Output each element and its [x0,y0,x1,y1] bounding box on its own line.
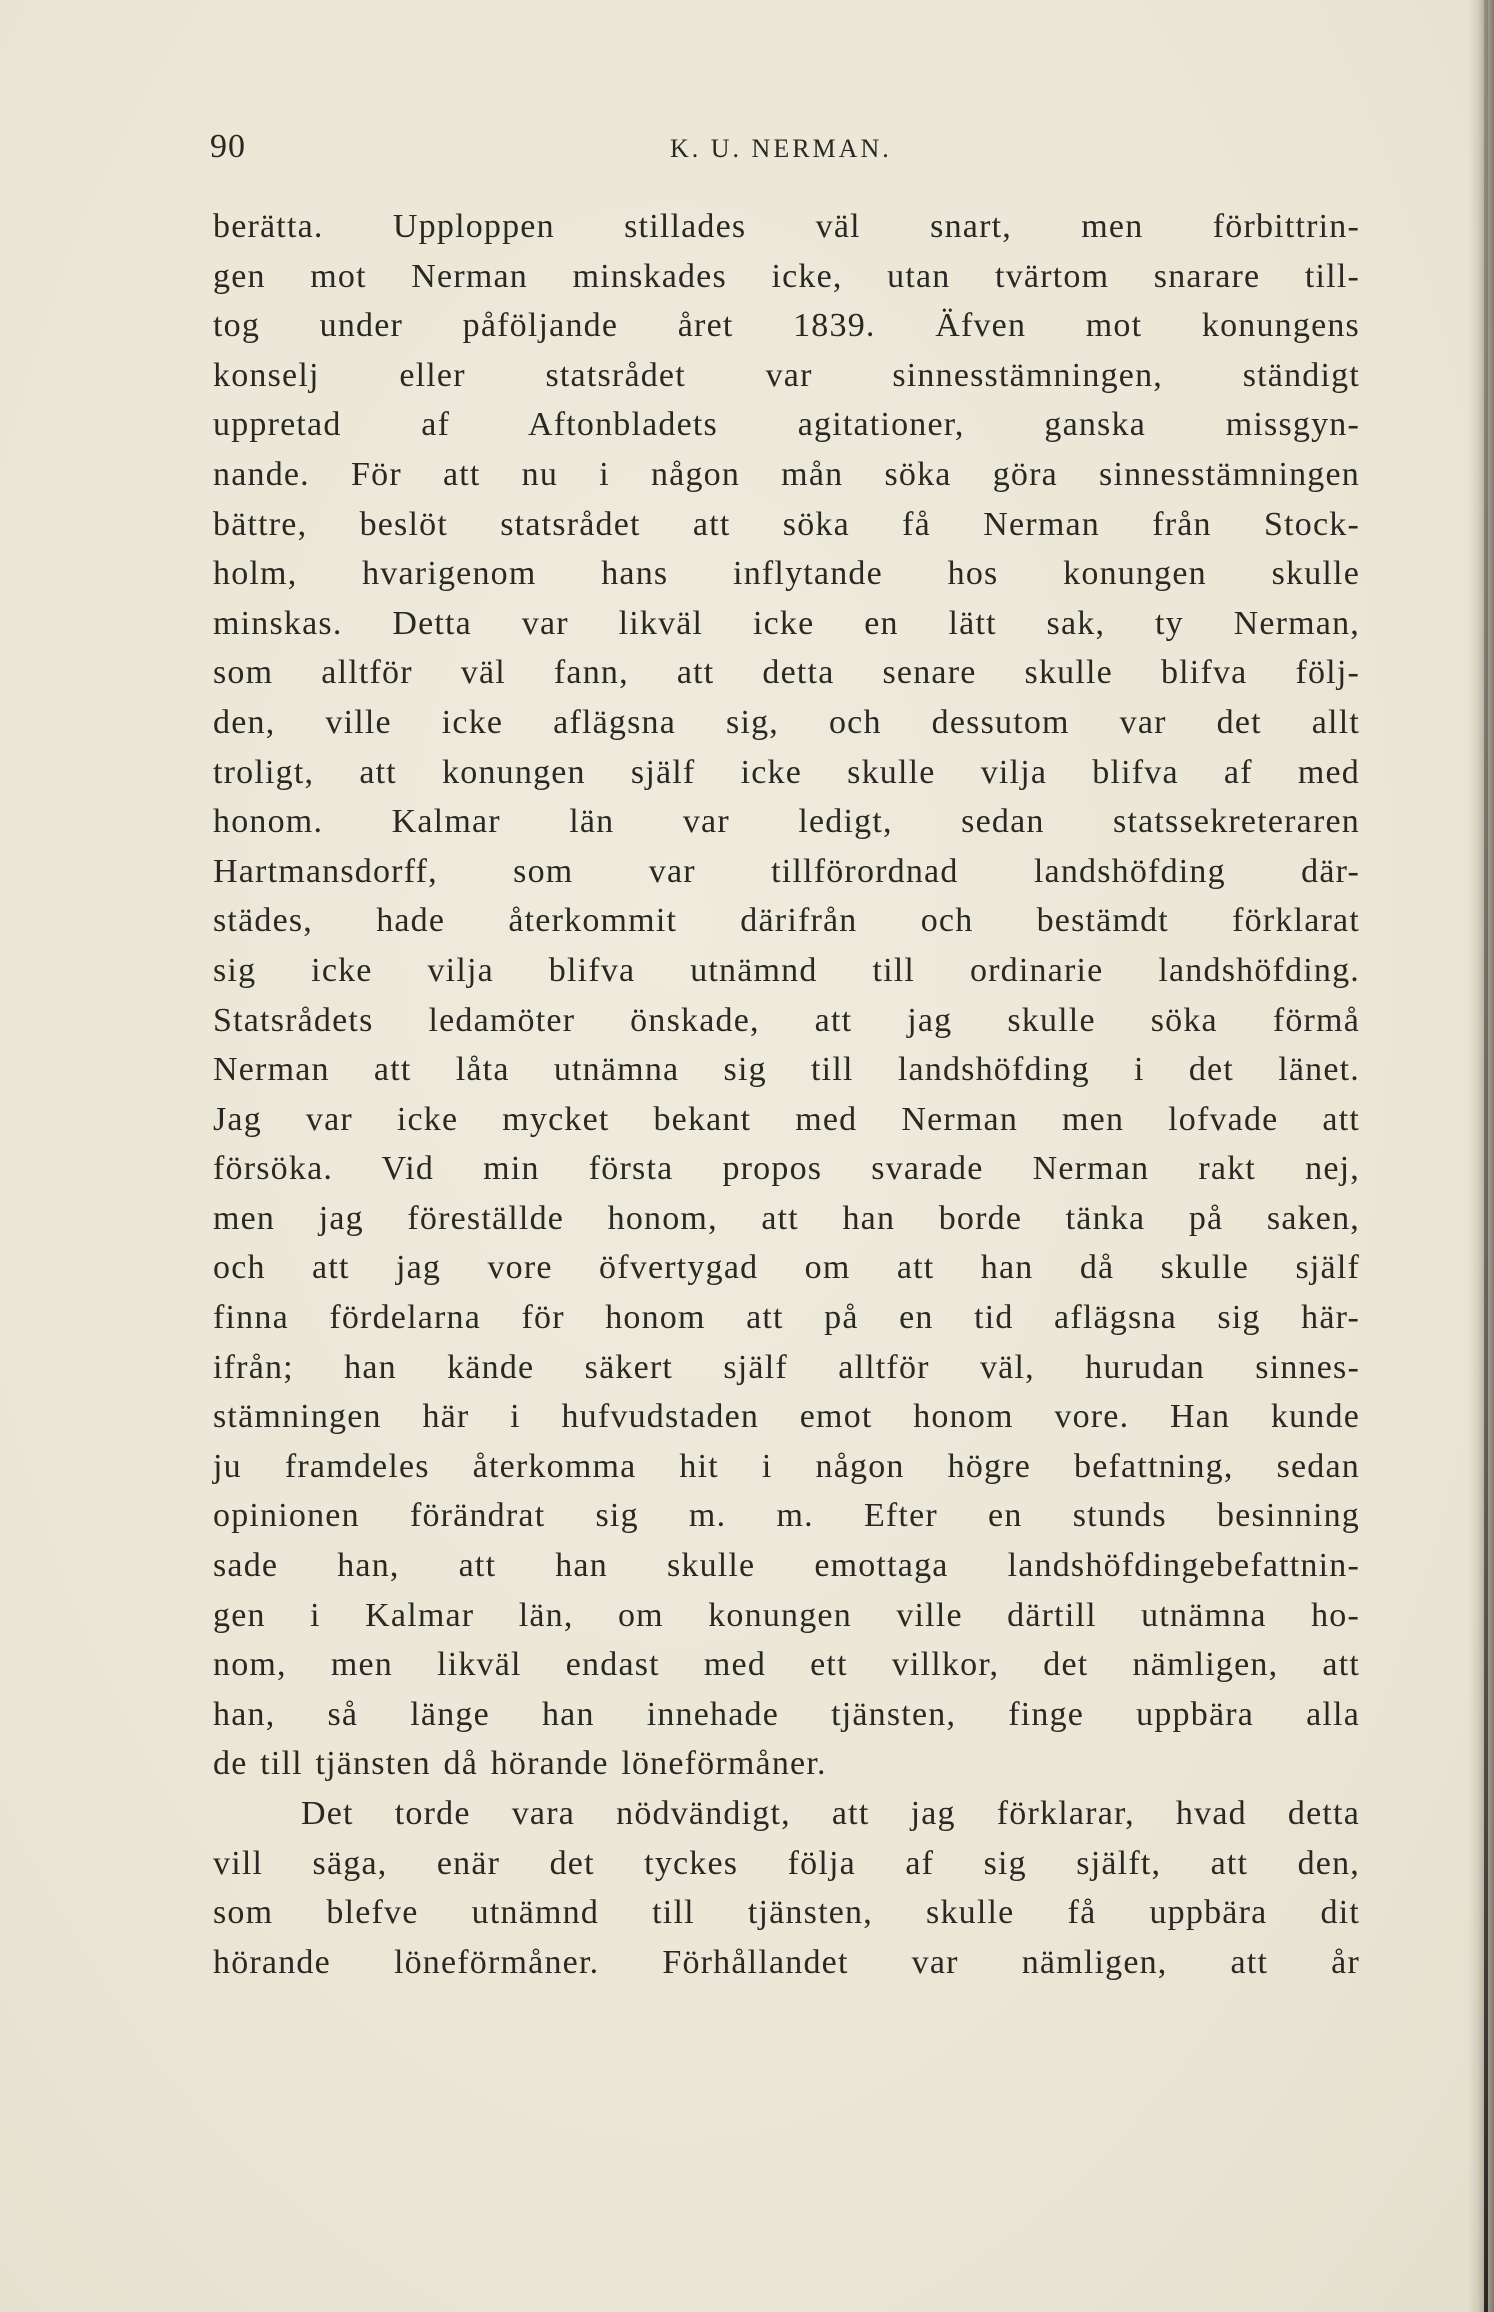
text-line: berätta. Upploppen stillades väl snart, men förbittrin- [213,208,1360,245]
paragraph-start-line: Det torde vara nödvändigt, att jag förklarar, hvad detta [301,1795,1360,1832]
text-line: nom, men likväl endast med ett villkor, det nämligen, att [213,1646,1360,1684]
text-line: vill säga, enär det tyckes följa af sig själft, att den, [213,1844,1360,1882]
text-line: stämningen här i hufvudstaden emot honom vore. Han kunde [213,1398,1360,1436]
text-line: försöka. Vid min första propos svarade Nerman rakt nej, [213,1150,1360,1188]
page-binding-edge [1484,0,1488,2312]
text-line: och att jag vore öfvertygad om att han då skulle själf [213,1249,1360,1287]
text-line: konselj eller statsrådet var sinnesstämningen, ständigt [213,356,1360,394]
text-line: Jag var icke mycket bekant med Nerman men lofvade att [213,1100,1360,1138]
text-line: tog under påföljande året 1839. Äfven mot konungens [213,307,1360,345]
text-line: som alltför väl fann, att detta senare skulle blifva följ- [213,654,1360,692]
text-line: den, ville icke aflägsna sig, och dessutom var det allt [213,703,1360,741]
text-line: sade han, att han skulle emottaga landshöfdingebefattnin- [213,1547,1360,1585]
body-text [213,202,1360,1987]
text-line: nande. För att nu i någon mån söka göra sinnesstämningen [213,455,1360,493]
text-line: Nerman att låta utnämna sig till landshöfding i det länet. [213,1051,1360,1089]
text-line: ifrån; han kände säkert själf alltför väl, hurudan sinnes- [213,1348,1360,1386]
text-line: minskas. Detta var likväl icke en lätt sak, ty Nerman, [213,604,1360,642]
text-line: sig icke vilja blifva utnämnd till ordinarie landshöfding. [213,951,1360,989]
text-line: opinionen förändrat sig m. m. Efter en stunds besinning [213,1497,1360,1535]
text-line: Hartmansdorff, som var tillförordnad landshöfding där- [213,852,1360,890]
text-line: gen i Kalmar län, om konungen ville därtill utnämna ho- [213,1596,1360,1634]
text-line: uppretad af Aftonbladets agitationer, ganska missgyn- [213,406,1360,444]
text-line: städes, hade återkommit därifrån och bestämdt förklarat [213,902,1360,940]
running-head: K. U. NERMAN. [670,134,892,163]
text-line: som blefve utnämnd till tjänsten, skulle få uppbära dit [213,1894,1360,1932]
page-number: 90 [210,128,246,165]
text-line: Statsrådets ledamöter önskade, att jag skulle söka förmå [213,1001,1360,1039]
paragraph-end-line: de till tjänsten då hörande löneförmåner. [213,1745,827,1783]
text-line: men jag föreställde honom, att han borde tänka på saken, [213,1199,1360,1237]
text-line: ju framdeles återkomma hit i någon högre befattning, sedan [213,1447,1360,1485]
text-line: honom. Kalmar län var ledigt, sedan statssekreteraren [213,803,1360,841]
text-line: holm, hvarigenom hans inflytande hos konungen skulle [213,555,1360,593]
text-line: hörande löneförmåner. Förhållandet var nämligen, att år [213,1943,1360,1981]
text-line: finna fördelarna för honom att på en tid aflägsna sig här- [213,1299,1360,1337]
page-header [210,128,1360,178]
text-line: bättre, beslöt statsrådet att söka få Nerman från Stock- [213,505,1360,543]
text-line: han, så länge han innehade tjänsten, finge uppbära alla [213,1695,1360,1733]
text-line: troligt, att konungen själf icke skulle vilja blifva af med [213,753,1360,791]
page-binding-shadow [1468,0,1494,2312]
text-line: gen mot Nerman minskades icke, utan tvärtom snarare till- [213,257,1360,295]
